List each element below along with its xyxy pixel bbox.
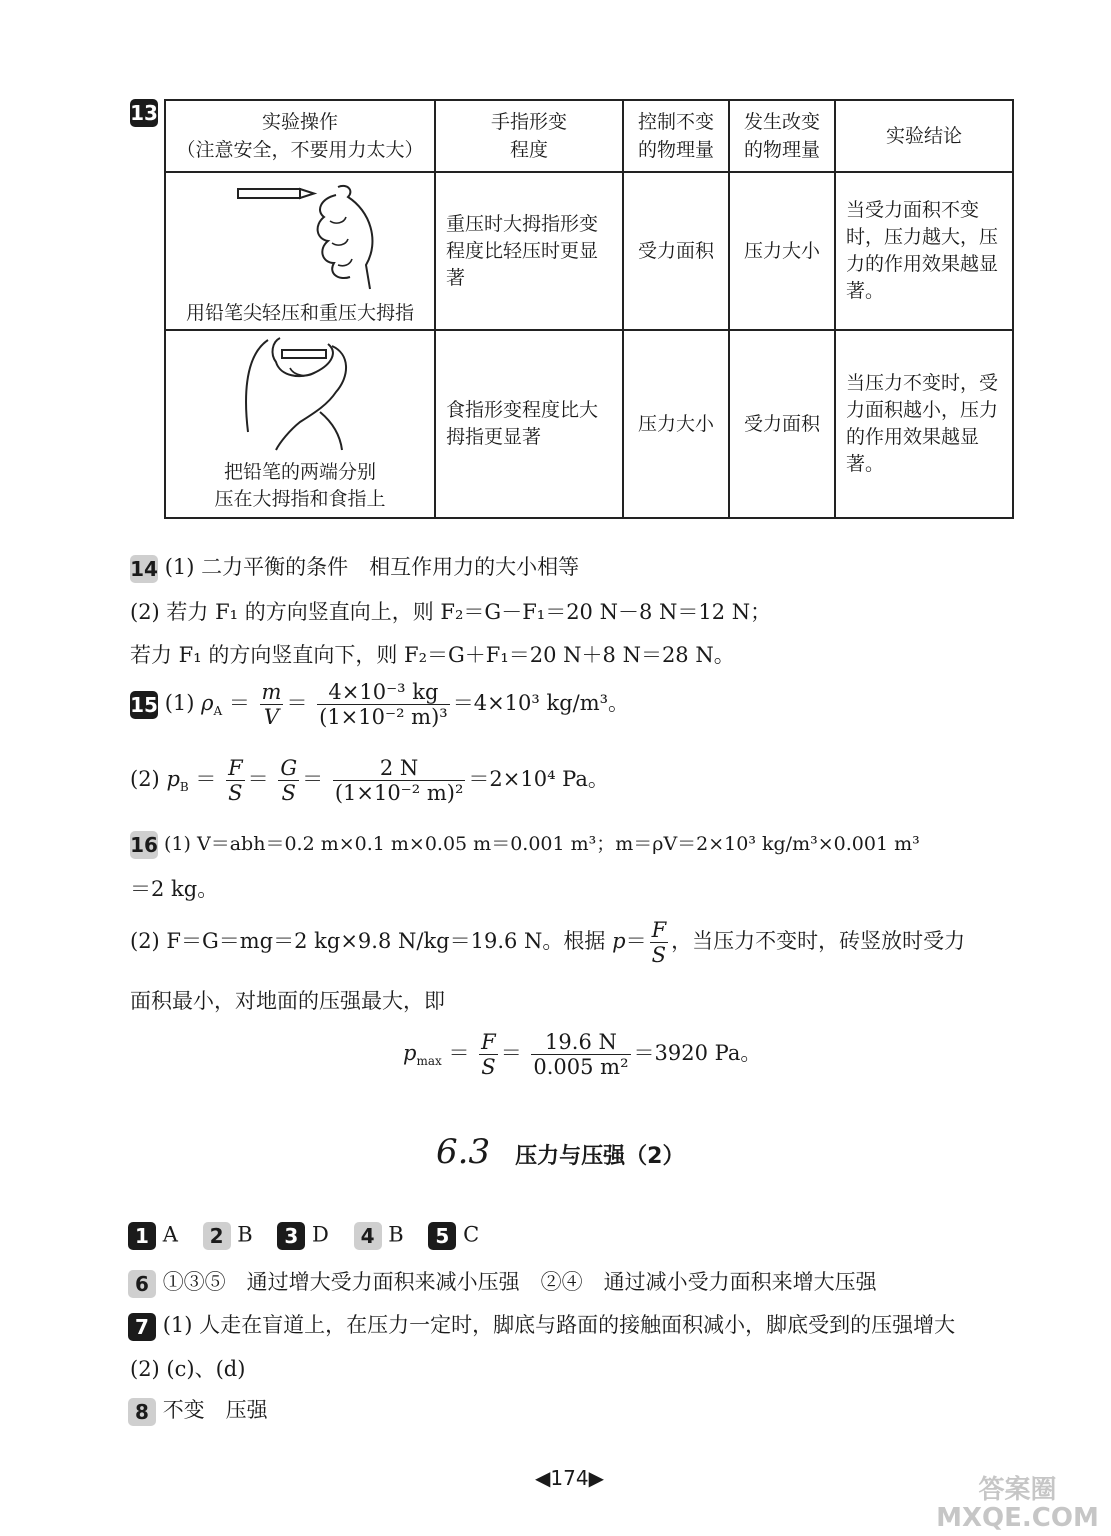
answer-3-value: D [312, 1222, 329, 1247]
experiment-table [164, 99, 1014, 519]
answer-number-6: 6 [128, 1270, 156, 1298]
header-conclusion: 实验结论 [835, 100, 1013, 172]
q16-frac-pmax: $\frac{19.6 N}{\text{0.005 m²}}$ [533, 1030, 629, 1079]
q15-frac-pressure: $\frac{2 N}{\text{(1×10⁻² m)²}}$ [334, 756, 464, 805]
row2-changed: 受力面积 [729, 330, 835, 518]
row1-conclusion: 当受力面积不变时，压力越大，压力的作用效果越显著。 [835, 172, 1013, 330]
q16-part2a-tail: ，当压力不变时，砖竖放时受力 [671, 929, 966, 953]
watermark-logo: 答案圈 MXQE.COM [936, 1475, 1099, 1533]
answers-1-5 [128, 1222, 479, 1250]
row1-controlled: 受力面积 [623, 172, 729, 330]
q15-result2: ＝2×10⁴ Pa。 [468, 767, 609, 791]
pencil-thumb-illustration [220, 181, 380, 293]
answer-6-value: ①③⑤ 通过增大受力面积来减小压强 ②④ 通过减小受力面积来增大压强 [162, 1270, 877, 1294]
answer-1-value: A [162, 1222, 178, 1247]
page-prev-icon: ◀ [535, 1466, 551, 1490]
q14-part1-line [130, 551, 579, 583]
section-heading [436, 1132, 684, 1172]
answer-4-value: B [388, 1222, 404, 1247]
answer-5-value: C [463, 1222, 480, 1247]
answer-7-line [128, 1309, 955, 1341]
answer-number-7: 7 [128, 1313, 156, 1341]
q14-part2a: (2) 若力 F₁ 的方向竖直向上，则 F₂＝G－F₁＝20 N－8 N＝12 N； [130, 600, 772, 624]
header-operation: 实验操作 （注意安全，不要用力太大） [165, 100, 435, 172]
row2-operation [165, 330, 435, 518]
header-changed: 发生改变 的物理量 [729, 100, 835, 172]
q16-part2a-line: (2) F＝G＝mg＝2 kg×9.8 N/kg＝19.6 N。根据 p＝ $\frac{F}{S}$ ，当压力不变时，砖竖放时受力 [130, 918, 966, 967]
row2-caption-line1: 把铅笔的两端分别 [223, 461, 376, 483]
q14-part1: (1) 二力平衡的条件 相互作用力的大小相等 [164, 555, 580, 579]
row2-deformation: 食指形变程度比大拇指更显著 [435, 330, 623, 518]
q16-pmax-result: ＝3920 Pa。 [633, 1041, 762, 1065]
header-deformation: 手指形变 程度 [435, 100, 623, 172]
q16-part1a: (1) V＝abh＝0.2 m×0.1 m×0.05 m＝0.001 m³；m＝ρV＝2×10³ kg/m³×0.001 m³ [164, 833, 920, 855]
section-number: 6.3 [436, 1132, 491, 1172]
header-controlled: 控制不变 的物理量 [623, 100, 729, 172]
q15-frac-mv: $\frac{m}{V}$ [261, 680, 282, 729]
section-title: 压力与压强（2） [515, 1144, 685, 1169]
answer-8-value: 不变 压强 [162, 1398, 268, 1422]
answer-number-3: 3 [277, 1222, 305, 1250]
row2-caption-line2: 压在大拇指和食指上 [214, 488, 386, 510]
answer-number-5: 5 [428, 1222, 456, 1250]
answer-8-line [128, 1394, 268, 1426]
q16-pmax-formula: $p_{max}$ ＝ $\frac{F}{S}$ ＝ $\frac{19.6 N}{\text{0.005 m²}}$ ＝3920 Pa。 [403, 1030, 762, 1079]
answer-7-part1: (1) 人走在盲道上，在压力一定时，脚底与路面的接触面积减小，脚底受到的压强增大 [162, 1313, 956, 1337]
answer-7-part2: (2) (c)、(d) [130, 1357, 246, 1381]
row2-controlled: 压力大小 [623, 330, 729, 518]
question-number-13: 13 [130, 101, 158, 125]
q16-part1b: ＝2 kg。 [130, 877, 219, 901]
q16-part2b: 面积最小，对地面的压强最大，即 [130, 989, 445, 1013]
answer-6-line [128, 1266, 877, 1298]
row2-conclusion: 当压力不变时，受力面积越小，压力的作用效果越显著。 [835, 330, 1013, 518]
q15-result1: ＝4×10³ kg/m³。 [452, 691, 630, 715]
question-number-14: 14 [130, 556, 158, 581]
question-number-16: 16 [130, 833, 158, 857]
answer-number-8: 8 [128, 1398, 156, 1426]
page-number: ◀174▶ [535, 1466, 604, 1490]
answer-number-1: 1 [128, 1222, 156, 1250]
q16-part1a-line [130, 829, 920, 859]
q15-part1: 15 (1) $\rho_A$ ＝ $\frac{m}{V}$ ＝ $\frac{\text{4×10⁻³ kg}}{\text{(1×10⁻² m)³}}$ ＝4×10³ kg/m³。 [130, 680, 630, 729]
row1-changed: 压力大小 [729, 172, 835, 330]
q14-part2b: 若力 F₁ 的方向竖直向下，则 F₂＝G＋F₁＝20 N＋8 N＝28 N。 [130, 643, 735, 667]
q16-part2a: (2) F＝G＝mg＝2 kg×9.8 N/kg＝19.6 N。根据 [130, 929, 606, 953]
row1-deformation: 重压时大拇指形变程度比轻压时更显著 [435, 172, 623, 330]
row1-caption: 用铅笔尖轻压和重压大拇指 [185, 302, 414, 324]
page-next-icon: ▶ [588, 1466, 604, 1490]
question-number-15: 15 [130, 692, 158, 717]
q15-frac-density: $\frac{\text{4×10⁻³ kg}}{\text{(1×10⁻² m)³}}$ [319, 680, 448, 729]
q15-part2: (2) $p_B$ ＝ $\frac{F}{S}$ ＝ $\frac{G}{S}$ ＝ $\frac{2 N}{\text{(1×10⁻² m)²}}$ ＝2×10⁴ Pa。 [130, 756, 609, 805]
row1-operation [165, 172, 435, 330]
answer-number-4: 4 [354, 1222, 382, 1250]
pencil-fingers-illustration [220, 332, 380, 452]
answer-2-value: B [237, 1222, 253, 1247]
answer-number-2: 2 [203, 1222, 231, 1250]
